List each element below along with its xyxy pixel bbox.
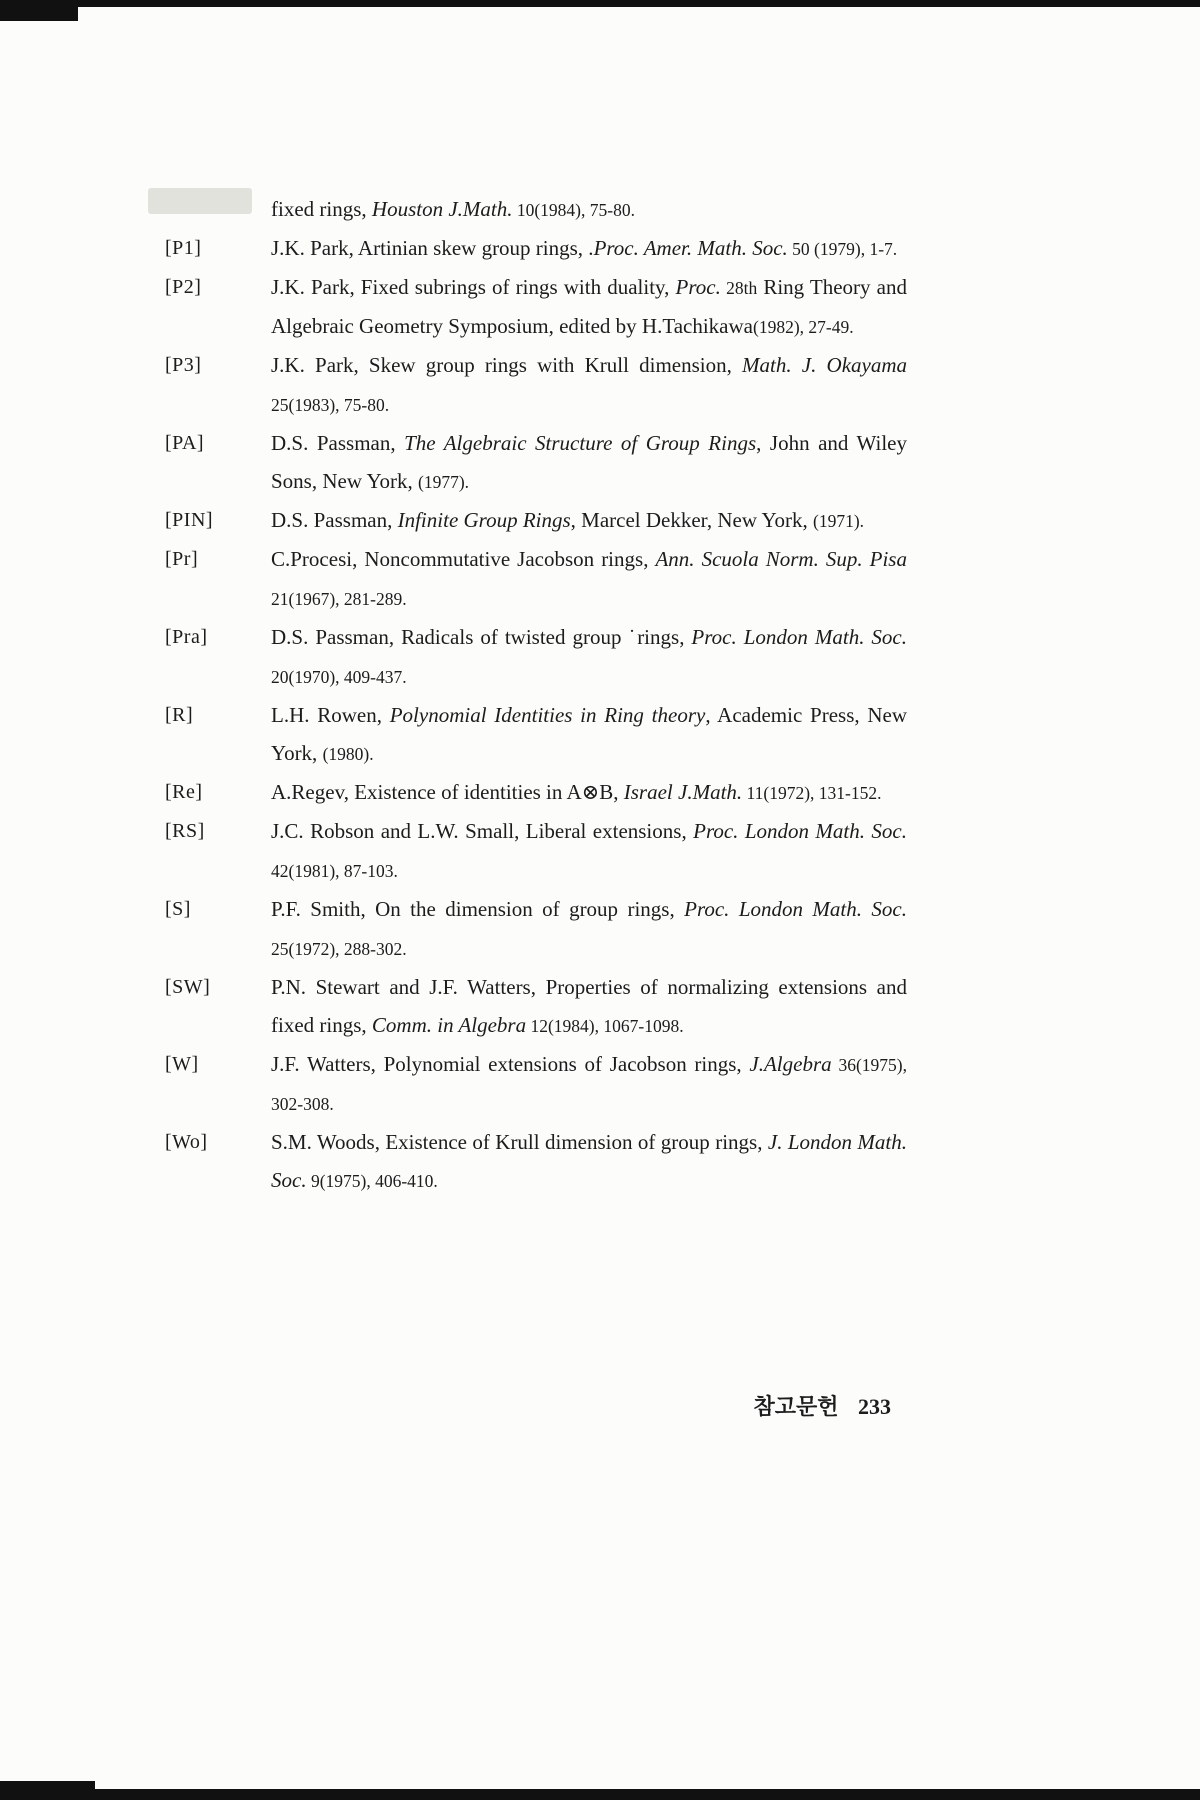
reference-label: [PA] xyxy=(165,432,205,454)
reference-entry xyxy=(165,773,907,812)
scan-artifact-bottom-left xyxy=(0,1781,95,1800)
reference-text: P.F. Smith, On the dimension of group rings, Proc. London Math. Soc. 25(1972), 288-302. xyxy=(271,897,907,959)
reference-entry xyxy=(165,190,907,229)
reference-text: J.K. Park, Skew group rings with Krull dimension, Math. J. Okayama 25(1983), 75-80. xyxy=(271,353,907,415)
reference-text: S.M. Woods, Existence of Krull dimension of group rings, J. London Math. Soc. 9(1975), 406-410. xyxy=(271,1130,908,1192)
reference-entry xyxy=(165,346,907,424)
reference-text: P.N. Stewart and J.F. Watters, Properties of normalizing extensions and fixed rings, Comm. in Algebra 12(1984), 1067-1098. xyxy=(271,975,907,1037)
reference-text: L.H. Rowen, Polynomial Identities in Ring theory, Academic Press, New York, (1980). xyxy=(271,703,908,765)
reference-entry xyxy=(165,812,907,890)
reference-entry xyxy=(165,618,907,696)
reference-entry xyxy=(165,1045,907,1123)
reference-text: J.K. Park, Fixed subrings of rings with duality, Proc. 28th Ring Theory and Algebraic Geometry Symposium, edited by H.Tachikawa(1982), 27-49. xyxy=(271,275,907,338)
reference-text: J.K. Park, Artinian skew group rings, .Proc. Amer. Math. Soc. 50 (1979), 1-7. xyxy=(271,236,898,260)
reference-label: [RS] xyxy=(165,820,205,842)
reference-label: [P3] xyxy=(165,354,202,376)
reference-entry xyxy=(165,890,907,968)
reference-label: [S] xyxy=(165,898,191,920)
reference-text: J.F. Watters, Polynomial extensions of Jacobson rings, J.Algebra 36(1975), 302-308. xyxy=(271,1052,907,1114)
reference-entry xyxy=(165,540,907,618)
scan-artifact-top-edge xyxy=(0,0,1200,7)
reference-entry xyxy=(165,424,907,501)
page-number: 233 xyxy=(858,1394,891,1419)
reference-entry xyxy=(165,696,907,773)
reference-label: [P2] xyxy=(165,276,202,298)
reference-label: [Re] xyxy=(165,781,203,803)
reference-label: [Wo] xyxy=(165,1131,208,1153)
reference-label: [Pr] xyxy=(165,548,199,570)
scan-artifact-top-left xyxy=(0,0,78,21)
reference-text: D.S. Passman, Infinite Group Rings, Marcel Dekker, New York, (1971). xyxy=(271,508,865,532)
reference-text: D.S. Passman, Radicals of twisted group ˙rings, Proc. London Math. Soc. 20(1970), 409-437. xyxy=(271,625,907,687)
reference-label: [PIN] xyxy=(165,509,214,531)
reference-text: J.C. Robson and L.W. Small, Liberal extensions, Proc. London Math. Soc. 42(1981), 87-103. xyxy=(271,819,907,881)
reference-entry xyxy=(165,229,907,268)
reference-label: [R] xyxy=(165,704,194,726)
reference-label: [Pra] xyxy=(165,626,208,648)
references-list xyxy=(165,190,907,1200)
reference-entry xyxy=(165,501,907,540)
reference-text: fixed rings, Houston J.Math. 10(1984), 75-80. xyxy=(271,197,635,221)
scan-artifact-bottom-edge xyxy=(0,1789,1200,1800)
page-footer xyxy=(165,1390,891,1421)
reference-entry xyxy=(165,268,907,346)
reference-label: [W] xyxy=(165,1053,199,1075)
reference-text: D.S. Passman, The Algebraic Structure of Group Rings, John and Wiley Sons, New York, (1977). xyxy=(271,431,907,493)
reference-text: C.Procesi, Noncommutative Jacobson rings, Ann. Scuola Norm. Sup. Pisa 21(1967), 281-289. xyxy=(271,547,907,609)
reference-label: [SW] xyxy=(165,976,211,998)
footer-section-title: 참고문헌 xyxy=(753,1394,839,1419)
reference-label: [P1] xyxy=(165,237,202,259)
reference-text: A.Regev, Existence of identities in A⊗B, Israel J.Math. 11(1972), 131-152. xyxy=(271,780,882,804)
reference-entry xyxy=(165,1123,907,1200)
reference-entry xyxy=(165,968,907,1045)
